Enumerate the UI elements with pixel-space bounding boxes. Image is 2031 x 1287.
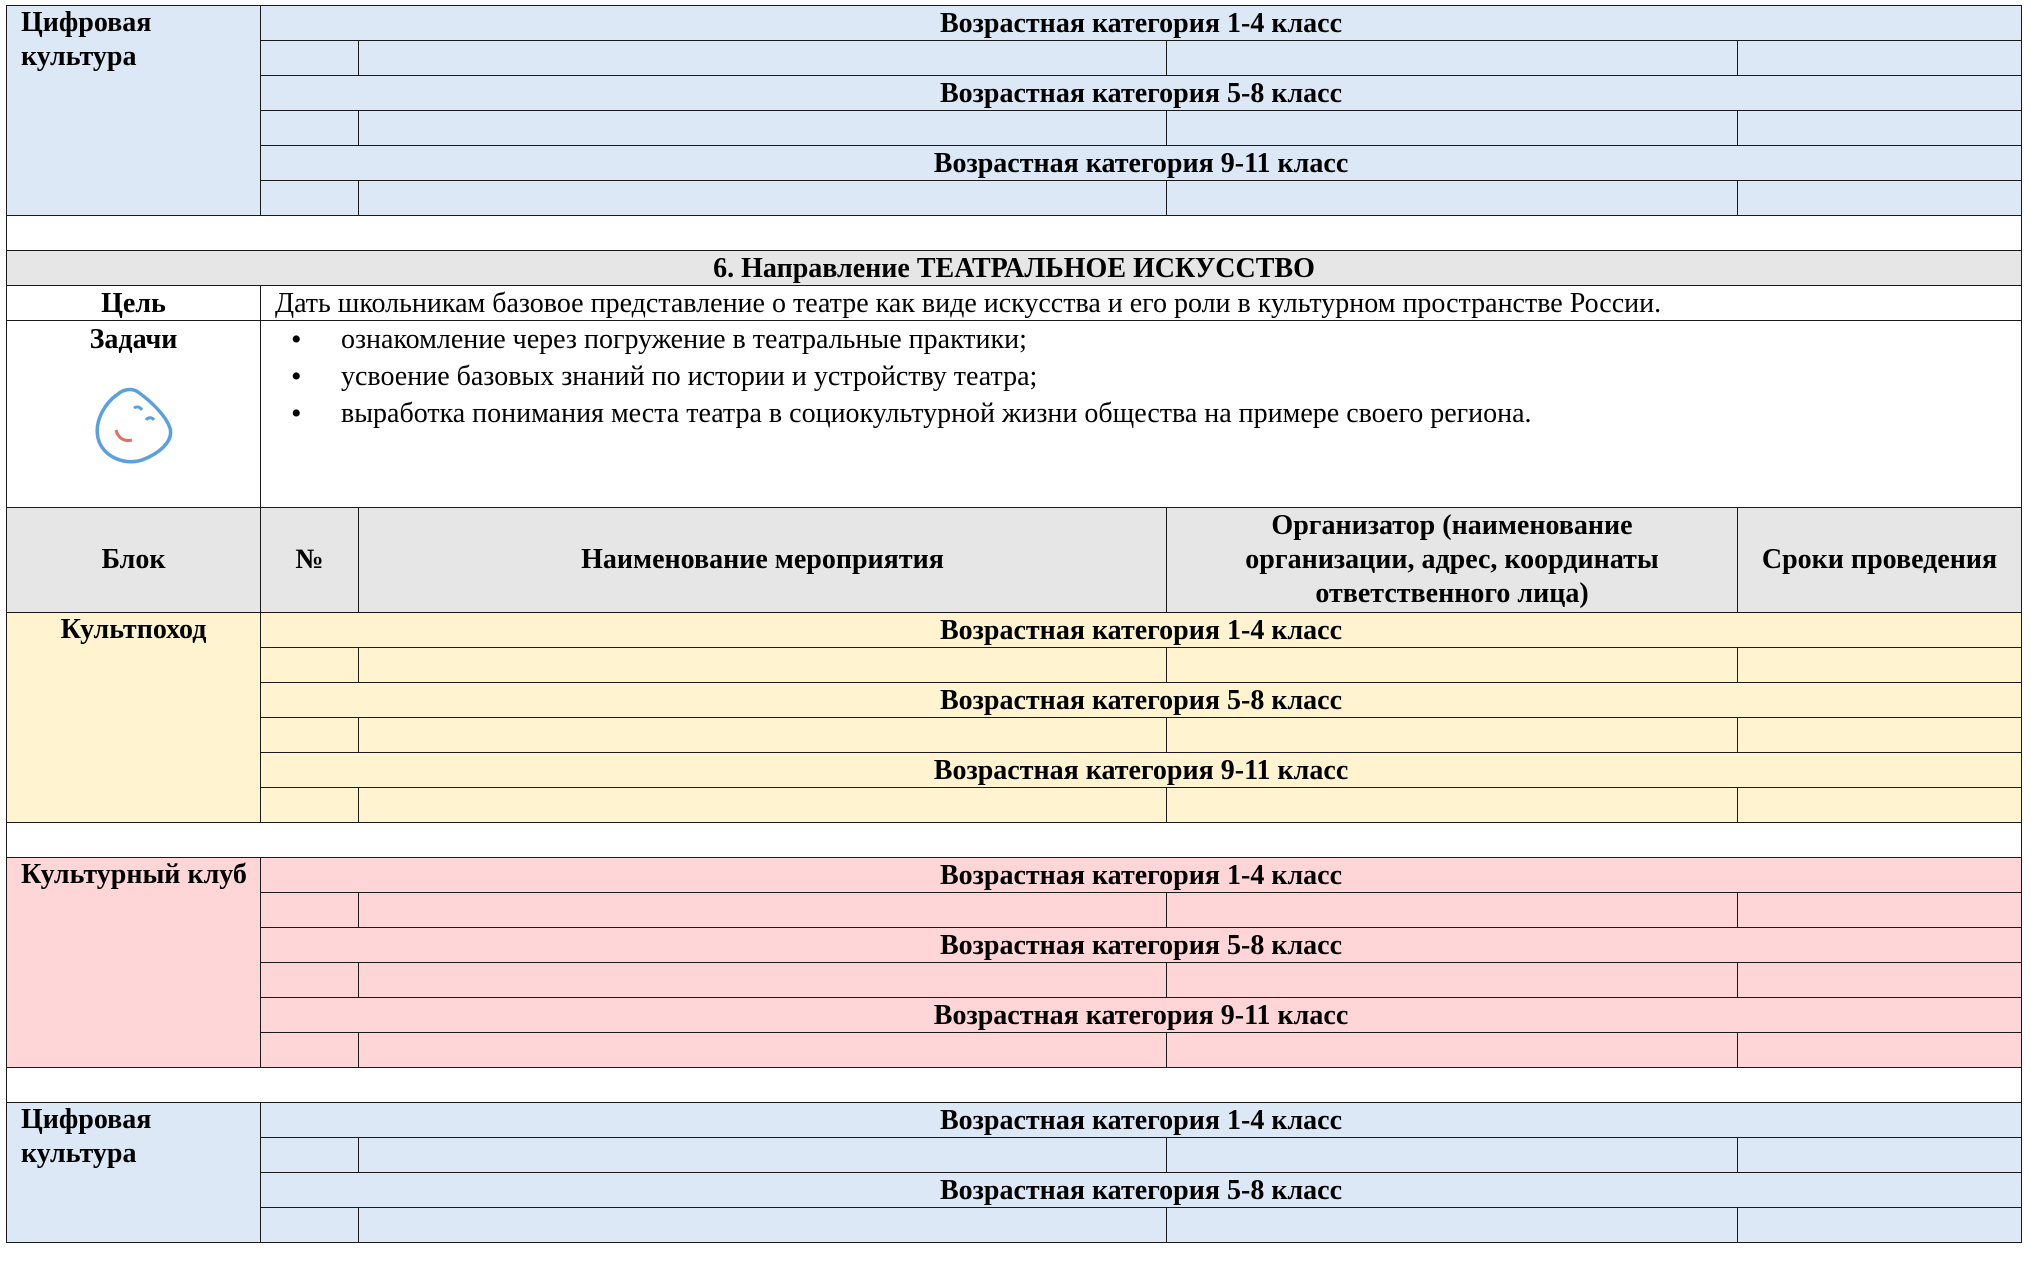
event-name-cell[interactable] bbox=[359, 1208, 1167, 1243]
section-title: 6. Направление ТЕАТРАЛЬНОЕ ИСКУССТВО bbox=[7, 251, 2022, 286]
event-name-cell[interactable] bbox=[359, 963, 1167, 998]
organizer-cell[interactable] bbox=[1167, 181, 1738, 216]
table-row bbox=[7, 1033, 2022, 1068]
dates-cell[interactable] bbox=[1738, 648, 2022, 683]
event-name-cell[interactable] bbox=[359, 893, 1167, 928]
event-name-cell[interactable] bbox=[359, 181, 1167, 216]
organizer-cell[interactable] bbox=[1167, 1208, 1738, 1243]
number-cell[interactable] bbox=[261, 111, 359, 146]
table-row bbox=[7, 1103, 2022, 1138]
age-category-row: Возрастная категория 9-11 класс bbox=[261, 753, 2022, 788]
plan-table bbox=[6, 5, 2022, 1243]
table-row bbox=[7, 963, 2022, 998]
table-row bbox=[7, 181, 2022, 216]
spacer-row bbox=[7, 823, 2022, 858]
organizer-cell[interactable] bbox=[1167, 893, 1738, 928]
event-name-cell[interactable] bbox=[359, 718, 1167, 753]
organizer-cell[interactable] bbox=[1167, 648, 1738, 683]
table-row bbox=[7, 111, 2022, 146]
dates-cell[interactable] bbox=[1738, 41, 2022, 76]
table-row bbox=[7, 321, 2022, 508]
dates-cell[interactable] bbox=[1738, 963, 2022, 998]
header-event-name: Наименование мероприятия bbox=[359, 508, 1167, 613]
list-item: • ознакомление через погружение в театральные практики; bbox=[341, 321, 2021, 358]
organizer-cell[interactable] bbox=[1167, 41, 1738, 76]
event-name-cell[interactable] bbox=[359, 41, 1167, 76]
organizer-cell[interactable] bbox=[1167, 718, 1738, 753]
number-cell[interactable] bbox=[261, 181, 359, 216]
block-label-digital-top: Цифровая культура bbox=[7, 6, 261, 216]
number-cell[interactable] bbox=[261, 893, 359, 928]
table-row bbox=[7, 76, 2022, 111]
age-category-row: Возрастная категория 9-11 класс bbox=[261, 998, 2022, 1033]
table-row bbox=[7, 648, 2022, 683]
organizer-cell[interactable] bbox=[1167, 1138, 1738, 1173]
dates-cell[interactable] bbox=[1738, 718, 2022, 753]
table-row bbox=[7, 1138, 2022, 1173]
event-name-cell[interactable] bbox=[359, 1138, 1167, 1173]
table-row bbox=[7, 6, 2022, 41]
organizer-cell[interactable] bbox=[1167, 963, 1738, 998]
event-name-cell[interactable] bbox=[359, 111, 1167, 146]
dates-cell[interactable] bbox=[1738, 111, 2022, 146]
header-organizer: Организатор (наименование организации, адрес, координаты ответственного лица) bbox=[1167, 508, 1738, 613]
number-cell[interactable] bbox=[261, 1208, 359, 1243]
list-item: • усвоение базовых знаний по истории и устройству театра; bbox=[341, 358, 2021, 395]
block-label-club: Культурный клуб bbox=[7, 858, 261, 1068]
number-cell[interactable] bbox=[261, 1033, 359, 1068]
spacer-row bbox=[7, 216, 2022, 251]
table-row bbox=[7, 718, 2022, 753]
number-cell[interactable] bbox=[261, 788, 359, 823]
header-dates: Сроки проведения bbox=[1738, 508, 2022, 613]
organizer-cell[interactable] bbox=[1167, 111, 1738, 146]
header-row bbox=[7, 508, 2022, 613]
document-page bbox=[6, 5, 2021, 1243]
header-number: № bbox=[261, 508, 359, 613]
number-cell[interactable] bbox=[261, 648, 359, 683]
event-name-cell[interactable] bbox=[359, 788, 1167, 823]
tasks-label: Задачи bbox=[89, 324, 178, 355]
number-cell[interactable] bbox=[261, 963, 359, 998]
number-cell[interactable] bbox=[261, 41, 359, 76]
age-category-row: Возрастная категория 5-8 класс bbox=[261, 1173, 2022, 1208]
age-category-row: Возрастная категория 5-8 класс bbox=[261, 76, 2022, 111]
table-row bbox=[7, 928, 2022, 963]
table-row bbox=[7, 286, 2022, 321]
age-category-row: Возрастная категория 1-4 класс bbox=[261, 858, 2022, 893]
number-cell[interactable] bbox=[261, 1138, 359, 1173]
header-block: Блок bbox=[7, 508, 261, 613]
table-row bbox=[7, 251, 2022, 286]
number-cell[interactable] bbox=[261, 718, 359, 753]
table-row bbox=[7, 1208, 2022, 1243]
dates-cell[interactable] bbox=[1738, 1208, 2022, 1243]
dates-cell[interactable] bbox=[1738, 181, 2022, 216]
table-row bbox=[7, 753, 2022, 788]
table-row bbox=[7, 683, 2022, 718]
list-item: • выработка понимания места театра в социокультурной жизни общества на примере своего региона. bbox=[341, 395, 2021, 432]
age-category-row: Возрастная категория 5-8 класс bbox=[261, 683, 2022, 718]
theatre-mask-icon bbox=[88, 380, 180, 472]
table-row bbox=[7, 41, 2022, 76]
organizer-cell[interactable] bbox=[1167, 788, 1738, 823]
table-row bbox=[7, 893, 2022, 928]
dates-cell[interactable] bbox=[1738, 788, 2022, 823]
age-category-row: Возрастная категория 1-4 класс bbox=[261, 1103, 2022, 1138]
dates-cell[interactable] bbox=[1738, 1033, 2022, 1068]
age-category-row: Возрастная категория 1-4 класс bbox=[261, 613, 2022, 648]
dates-cell[interactable] bbox=[1738, 893, 2022, 928]
age-category-row: Возрастная категория 5-8 класс bbox=[261, 928, 2022, 963]
event-name-cell[interactable] bbox=[359, 1033, 1167, 1068]
table-row bbox=[7, 1173, 2022, 1208]
spacer-row bbox=[7, 1068, 2022, 1103]
block-label-digital: Цифровая культура bbox=[7, 1103, 261, 1243]
tasks-cell bbox=[261, 321, 2022, 508]
event-name-cell[interactable] bbox=[359, 648, 1167, 683]
organizer-cell[interactable] bbox=[1167, 1033, 1738, 1068]
tasks-label-cell bbox=[7, 321, 261, 508]
goal-text: Дать школьникам базовое представление о театре как виде искусства и его роли в культурном пространстве России. bbox=[261, 286, 2022, 321]
table-row bbox=[7, 998, 2022, 1033]
goal-label: Цель bbox=[7, 286, 261, 321]
tasks-list bbox=[261, 321, 2021, 432]
table-row bbox=[7, 613, 2022, 648]
dates-cell[interactable] bbox=[1738, 1138, 2022, 1173]
table-row bbox=[7, 788, 2022, 823]
table-row bbox=[7, 146, 2022, 181]
age-category-row: Возрастная категория 1-4 класс bbox=[261, 6, 2022, 41]
age-category-row: Возрастная категория 9-11 класс bbox=[261, 146, 2022, 181]
block-label-kultpohod: Культпоход bbox=[7, 613, 261, 823]
table-row bbox=[7, 858, 2022, 893]
